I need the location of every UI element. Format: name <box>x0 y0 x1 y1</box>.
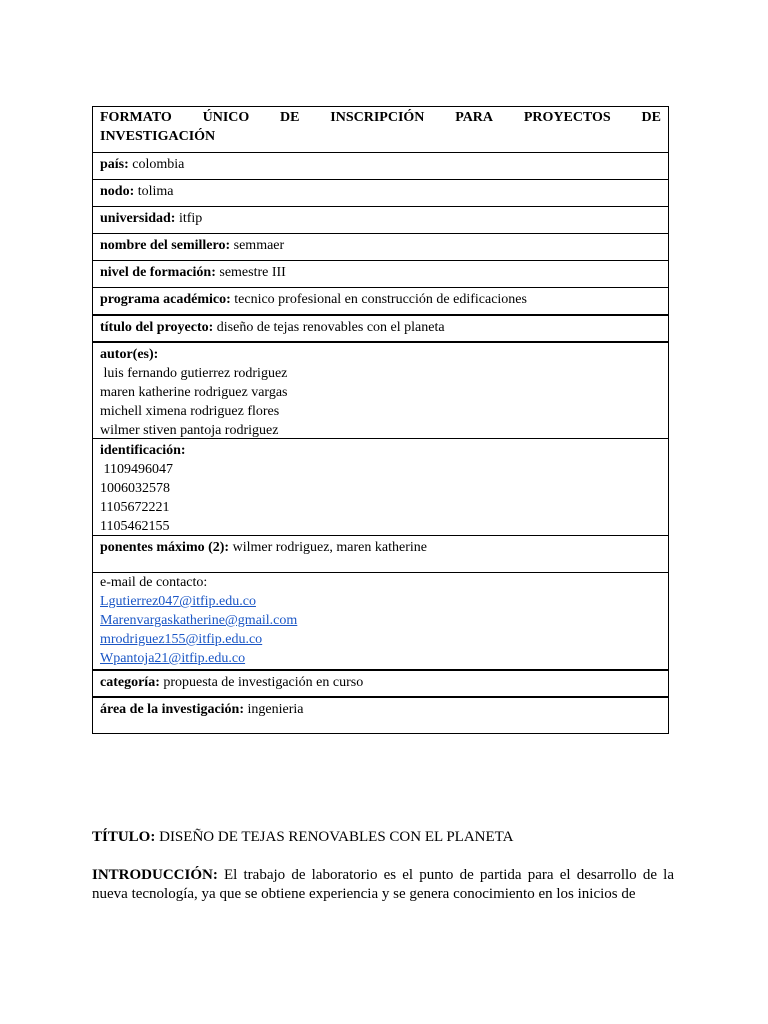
row-nodo <box>93 179 668 206</box>
nodo-value: tolima <box>137 184 174 199</box>
form-title-line1 <box>100 108 661 127</box>
programa-value: tecnico profesional en construcción de edificaciones <box>234 292 527 307</box>
row-programa <box>93 287 668 314</box>
nivel-label: nivel de formación: <box>100 265 216 280</box>
universidad-label: universidad: <box>100 211 176 226</box>
row-identificacion <box>93 438 668 535</box>
row-ponentes <box>93 535 668 572</box>
title-word: PARA <box>455 110 494 125</box>
ponentes-value: wilmer rodriguez, maren katherine <box>232 540 427 555</box>
semillero-label: nombre del semillero: <box>100 238 231 253</box>
form-title <box>93 107 668 152</box>
row-universidad <box>93 206 668 233</box>
title-word: PROYECTOS <box>523 110 611 125</box>
row-pais <box>93 152 668 179</box>
title-word: DE <box>641 110 661 125</box>
pais-label: país: <box>100 157 129 172</box>
row-area <box>93 696 668 733</box>
title-word: FORMATO <box>100 110 172 125</box>
email-link[interactable]: Wpantoja21@itfip.edu.co <box>100 651 246 666</box>
titulo-value: diseño de tejas renovables con el planeta <box>216 320 445 335</box>
autor-name: michell ximena rodriguez flores <box>100 404 280 419</box>
area-value: ingenieria <box>247 702 304 717</box>
form-title-line2: INVESTIGACIÓN <box>100 129 216 144</box>
id-number: 1109496047 <box>100 462 173 477</box>
document-title-label: TÍTULO: <box>92 829 156 845</box>
programa-label: programa académico: <box>100 292 231 307</box>
row-autores <box>93 341 668 438</box>
title-word: INSCRIPCIÓN <box>330 110 425 125</box>
autor-name: maren katherine rodriguez vargas <box>100 385 288 400</box>
universidad-value: itfip <box>178 211 203 226</box>
row-categoria <box>93 669 668 696</box>
autor-name: wilmer stiven pantoja rodriguez <box>100 423 279 438</box>
nodo-label: nodo: <box>100 184 135 199</box>
nivel-value: semestre III <box>219 265 286 280</box>
email-link[interactable]: Lgutierrez047@itfip.edu.co <box>100 594 256 609</box>
document-title-value: DISEÑO DE TEJAS RENOVABLES CON EL PLANETA <box>155 829 514 845</box>
categoria-label: categoría: <box>100 675 160 690</box>
registration-form-table <box>92 106 669 734</box>
id-number: 1105672221 <box>100 500 170 515</box>
categoria-value: propuesta de investigación en curso <box>163 675 364 690</box>
email-link[interactable]: mrodriguez155@itfip.edu.co <box>100 632 263 647</box>
row-titulo <box>93 314 668 341</box>
document-title <box>92 828 674 847</box>
title-word: DE <box>280 110 300 125</box>
area-label: área de la investigación: <box>100 702 245 717</box>
introduction-label: INTRODUCCIÓN: <box>92 867 218 883</box>
row-email <box>93 572 668 669</box>
autor-name: luis fernando gutierrez rodriguez <box>100 366 288 381</box>
id-number: 1006032578 <box>100 481 170 496</box>
row-nivel <box>93 260 668 287</box>
introduction-text: El trabajo de laboratorio es el punto de partida para el desarrollo de la nueva tecnología, ya que se obtiene experiencia y se genera conocimiento en los inicios de <box>92 867 674 902</box>
autores-label: autor(es): <box>100 347 159 362</box>
email-label: e-mail de contacto: <box>100 575 208 590</box>
introduction-paragraph <box>92 866 674 904</box>
pais-value: colombia <box>132 157 185 172</box>
id-number: 1105462155 <box>100 519 170 534</box>
semillero-value: semmaer <box>233 238 285 253</box>
row-semillero <box>93 233 668 260</box>
identificacion-label: identificación: <box>100 443 186 458</box>
ponentes-label: ponentes máximo (2): <box>100 540 230 555</box>
titulo-label: título del proyecto: <box>100 320 214 335</box>
title-word: ÚNICO <box>202 110 250 125</box>
email-link[interactable]: Marenvargaskatherine@gmail.com <box>100 613 298 628</box>
